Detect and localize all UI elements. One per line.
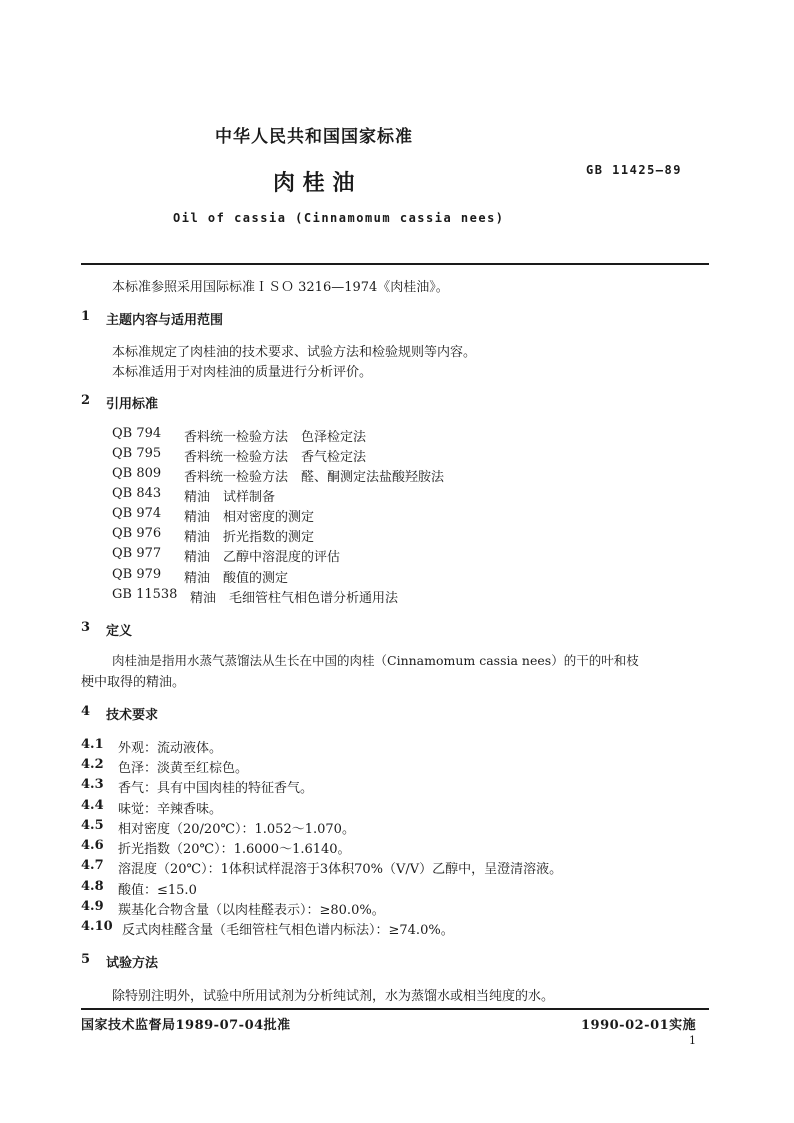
document-title-cn: 肉 桂 油 xyxy=(273,170,355,196)
section-1-number: 1 xyxy=(81,309,91,324)
section-5-title: 试验方法 xyxy=(106,956,159,971)
reference-title: 精油 相对密度的测定 xyxy=(184,510,315,525)
reference-code: QB 979 xyxy=(112,567,162,582)
requirement-number: 4.7 xyxy=(81,858,104,873)
requirement-number: 4.9 xyxy=(81,899,104,914)
requirement-text: 味觉：辛辣香味。 xyxy=(118,802,223,817)
header-divider xyxy=(81,263,709,265)
reference-title: 精油 折光指数的测定 xyxy=(184,530,315,545)
reference-code: QB 976 xyxy=(112,526,162,541)
reference-code: QB 809 xyxy=(112,466,162,481)
implementation-line: 1990-02-01实施 xyxy=(581,1018,697,1033)
reference-title: 精油 试样制备 xyxy=(184,490,276,505)
requirement-number: 4.4 xyxy=(81,798,104,813)
requirement-number: 4.3 xyxy=(81,777,104,792)
page-number: 1 xyxy=(689,1034,696,1047)
requirement-text: 酸值：≤15.0 xyxy=(118,883,197,898)
reference-code: GB 11538 xyxy=(112,587,178,602)
requirement-text: 折光指数（20℃）：1.6000～1.6140。 xyxy=(118,842,351,857)
section-3-title: 定义 xyxy=(106,624,133,639)
reference-title: 精油 酸值的测定 xyxy=(184,571,289,586)
requirement-number: 4.8 xyxy=(81,879,104,894)
section-5-number: 5 xyxy=(81,952,91,967)
reference-title: 精油 毛细管柱气相色谱分析通用法 xyxy=(190,591,399,606)
requirement-number: 4.1 xyxy=(81,737,104,752)
reference-title: 香料统一检验方法 香气检定法 xyxy=(184,450,367,465)
section-1-paragraph: 本标准规定了肉桂油的技术要求、试验方法和检验规则等内容。 xyxy=(112,345,477,360)
reference-title: 香料统一检验方法 色泽检定法 xyxy=(184,430,367,445)
requirement-number: 4.10 xyxy=(81,919,113,934)
standard-code: GB 11425—89 xyxy=(586,163,682,177)
section-1-title: 主题内容与适用范围 xyxy=(106,313,224,328)
reference-code: QB 843 xyxy=(112,486,162,501)
section-3-paragraph: 梗中取得的精油。 xyxy=(81,675,186,690)
reference-code: QB 794 xyxy=(112,426,162,441)
requirement-text: 香气：具有中国肉桂的特征香气。 xyxy=(118,781,314,796)
requirement-number: 4.5 xyxy=(81,818,104,833)
requirement-text: 反式肉桂醛含量（毛细管柱气相色谱内标法）：≥74.0%。 xyxy=(122,923,454,938)
footer-divider xyxy=(81,1008,709,1010)
section-2-title: 引用标准 xyxy=(106,397,159,412)
document-title-en: Oil of cassia (Cinnamomum cassia nees) xyxy=(173,211,505,225)
reference-code: QB 974 xyxy=(112,506,162,521)
approval-line: 国家技术监督局1989-07-04批准 xyxy=(81,1018,291,1033)
requirement-number: 4.2 xyxy=(81,757,104,772)
requirement-text: 相对密度（20/20℃）：1.052～1.070。 xyxy=(118,822,355,837)
requirement-text: 溶混度（20℃）：1体积试样混溶于3体积70%（V/V）乙醇中，呈澄清溶液。 xyxy=(118,862,563,877)
requirement-text: 色泽：淡黄至红棕色。 xyxy=(118,761,249,776)
reference-title: 精油 乙醇中溶混度的评估 xyxy=(184,550,341,565)
section-5-paragraph: 除特别注明外，试验中所用试剂为分析纯试剂，水为蒸馏水或相当纯度的水。 xyxy=(112,989,555,1004)
section-3-number: 3 xyxy=(81,620,91,635)
section-2-number: 2 xyxy=(81,393,91,408)
section-3-paragraph: 肉桂油是指用水蒸气蒸馏法从生长在中国的肉桂（Cinnamomum cassia nees）的干的叶和枝 xyxy=(112,653,639,668)
requirement-text: 羰基化合物含量（以肉桂醛表示）：≥80.0%。 xyxy=(118,903,385,918)
requirement-number: 4.6 xyxy=(81,838,104,853)
reference-code: QB 977 xyxy=(112,546,162,561)
national-standard-heading: 中华人民共和国国家标准 xyxy=(215,127,413,147)
section-4-number: 4 xyxy=(81,704,91,719)
section-1-paragraph: 本标准适用于对肉桂油的质量进行分析评价。 xyxy=(112,365,373,380)
section-4-title: 技术要求 xyxy=(106,708,159,723)
reference-code: QB 795 xyxy=(112,446,162,461)
intro-paragraph: 本标准参照采用国际标准ＩＳＯ 3216—1974《肉桂油》。 xyxy=(112,280,449,295)
requirement-text: 外观：流动液体。 xyxy=(118,741,223,756)
reference-title: 香料统一检验方法 醛、酮测定法盐酸羟胺法 xyxy=(184,470,445,485)
